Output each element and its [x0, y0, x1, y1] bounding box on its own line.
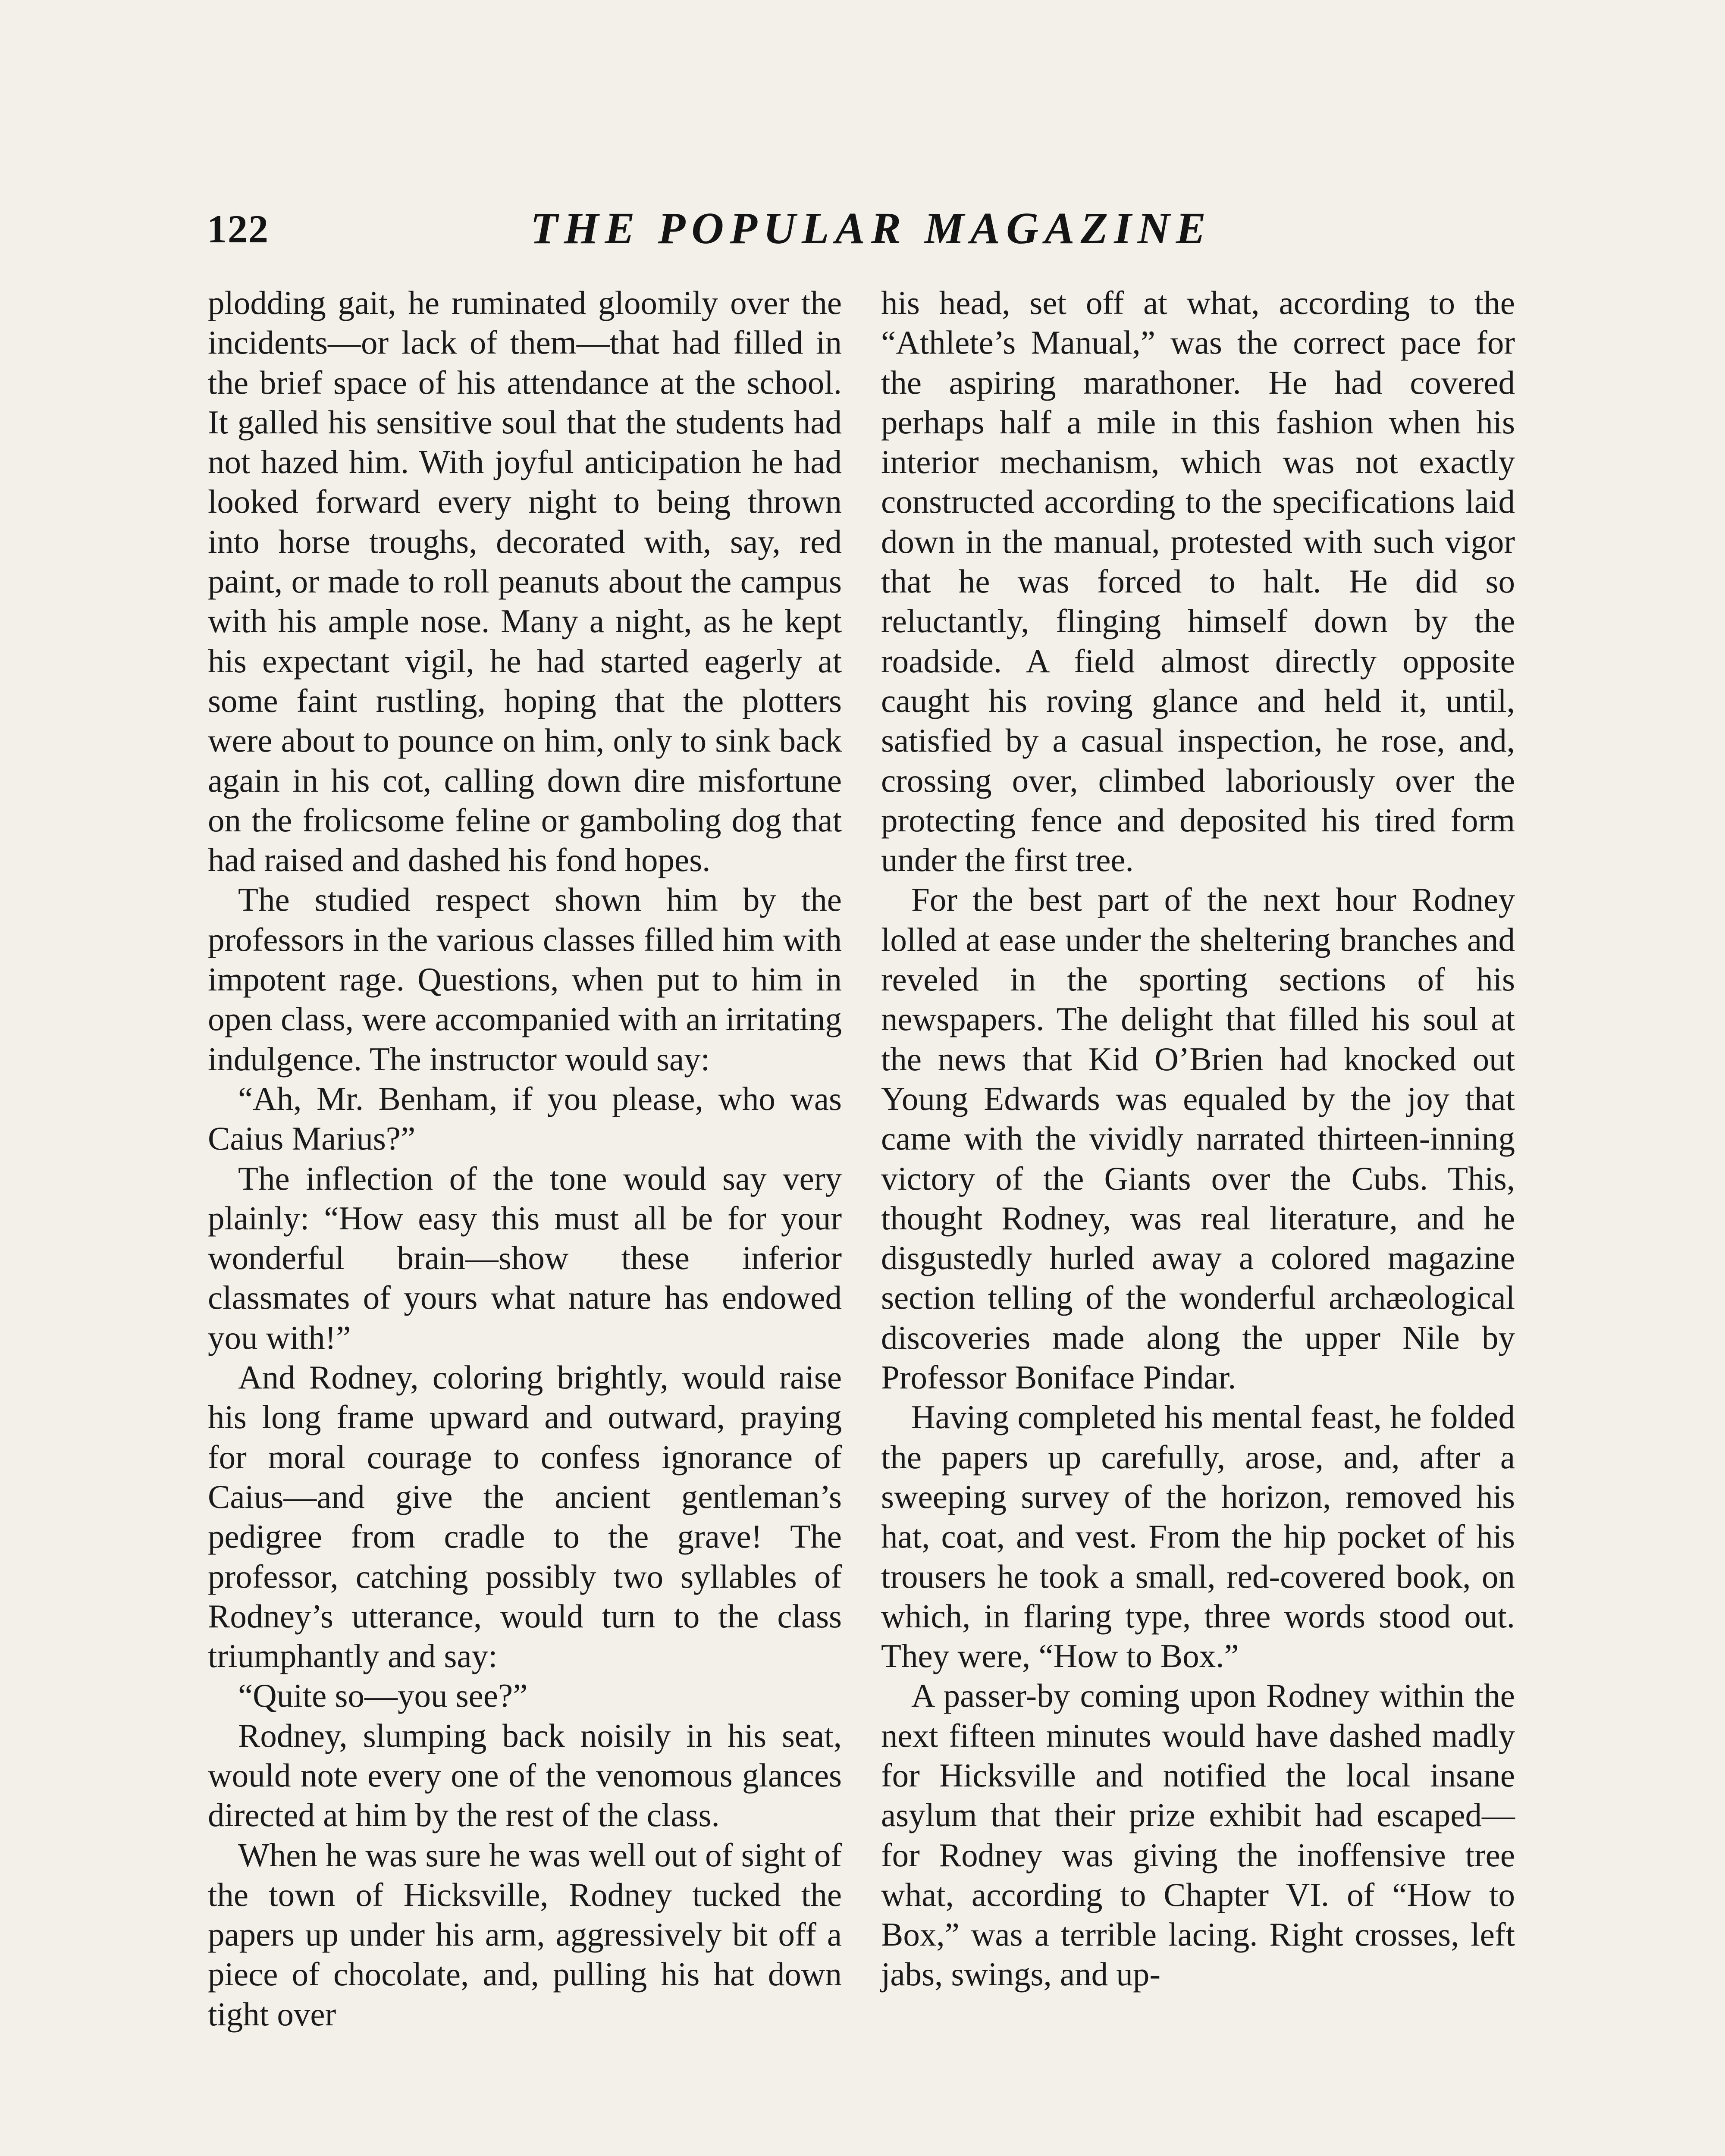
- paragraph: When he was sure he was well out of sight of the town of Hicksville, Rodney tucked the papers up under his arm, aggressively bit off a piece of chocolate, and, pulling his hat down tight over: [208, 1836, 842, 2033]
- paragraph: his head, set off at what, according to the “Athlete’s Manual,” was the correct pace for the aspiring marathoner. He had covered perhaps half a mile in this fashion when his interior mechanism, which was not exactly constructed according to the specifications laid down in the manual, protested with such vigor that he was forced to halt. He did so reluctantly, flinging himself down by the roadside. A field almost directly opposite caught his roving glance and held it, until, satisfied by a casual inspection, he rose, and, crossing over, climbed laboriously over the protecting fence and deposited his tired form under the first tree.: [881, 284, 1515, 879]
- paragraph: For the best part of the next hour Rodney lolled at ease under the sheltering branches and reveled in the sporting sections of his newspapers. The delight that filled his soul at the news that Kid O’Brien had knocked out Young Edwards was equaled by the joy that came with the vividly narrated thirteen-inning victory of the Giants over the Cubs. This, thought Rodney, was real literature, and he disgustedly hurled away a colored magazine section telling of the wonderful archæological discoveries made along the upper Nile by Professor Boniface Pindar.: [881, 881, 1515, 1396]
- paragraph: “Ah, Mr. Benham, if you please, who was Caius Marius?”: [208, 1080, 842, 1157]
- page-header: [207, 203, 1535, 263]
- left-column: [208, 283, 842, 2034]
- paragraph: The studied respect shown him by the professors in the various classes filled him with impotent rage. Questions, when put to him in open class, were accompanied with an irritating indulgence. The instructor would say:: [208, 881, 842, 1078]
- paragraph: And Rodney, coloring brightly, would raise his long frame upward and outward, praying for moral courage to confess ignorance of Caius—and give the ancient gentleman’s pedigree from cradle to the grave! The professor, catching possibly two syllables of Rodney’s utterance, would turn to the class triumphantly and say:: [208, 1359, 842, 1675]
- paragraph: plodding gait, he ruminated gloomily over the incidents—or lack of them—that had filled in the brief space of his attendance at the school. It galled his sensitive soul that the students had not hazed him. With joyful anticipation he had looked forward every night to being thrown into horse troughs, decorated with, say, red paint, or made to roll peanuts about the campus with his ample nose. Many a night, as he kept his expectant vigil, he had started eagerly at some faint rustling, hoping that the plotters were about to pounce on him, only to sink back again in his cot, calling down dire misfortune on the frolicsome feline or gamboling dog that had raised and dashed his fond hopes.: [208, 284, 842, 879]
- paragraph: The inflection of the tone would say very plainly: “How easy this must all be for your wonderful brain—show these inferior classmates of yours what nature has endowed you with!”: [208, 1159, 842, 1356]
- paragraph: A passer-by coming upon Rodney within the next fifteen minutes would have dashed madly for Hicksville and notified the local insane asylum that their prize exhibit had escaped—for Rodney was giving the inoffensive tree what, according to Chapter VI. of “How to Box,” was a terrible lacing. Right crosses, left jabs, swings, and up-: [881, 1677, 1515, 1993]
- paragraph: Having completed his mental feast, he folded the papers up carefully, arose, and, after a sweeping survey of the horizon, removed his hat, coat, and vest. From the hip pocket of his trousers he took a small, red-covered book, on which, in flaring type, three words stood out. They were, “How to Box.”: [881, 1398, 1515, 1675]
- right-column: [881, 283, 1515, 1994]
- paragraph: “Quite so—you see?”: [238, 1677, 528, 1714]
- running-title: THE POPULAR MAGAZINE: [530, 204, 1212, 253]
- paragraph: Rodney, slumping back noisily in his seat, would note every one of the venomous glances directed at him by the rest of the class.: [208, 1717, 842, 1834]
- page-number: 122: [207, 207, 269, 251]
